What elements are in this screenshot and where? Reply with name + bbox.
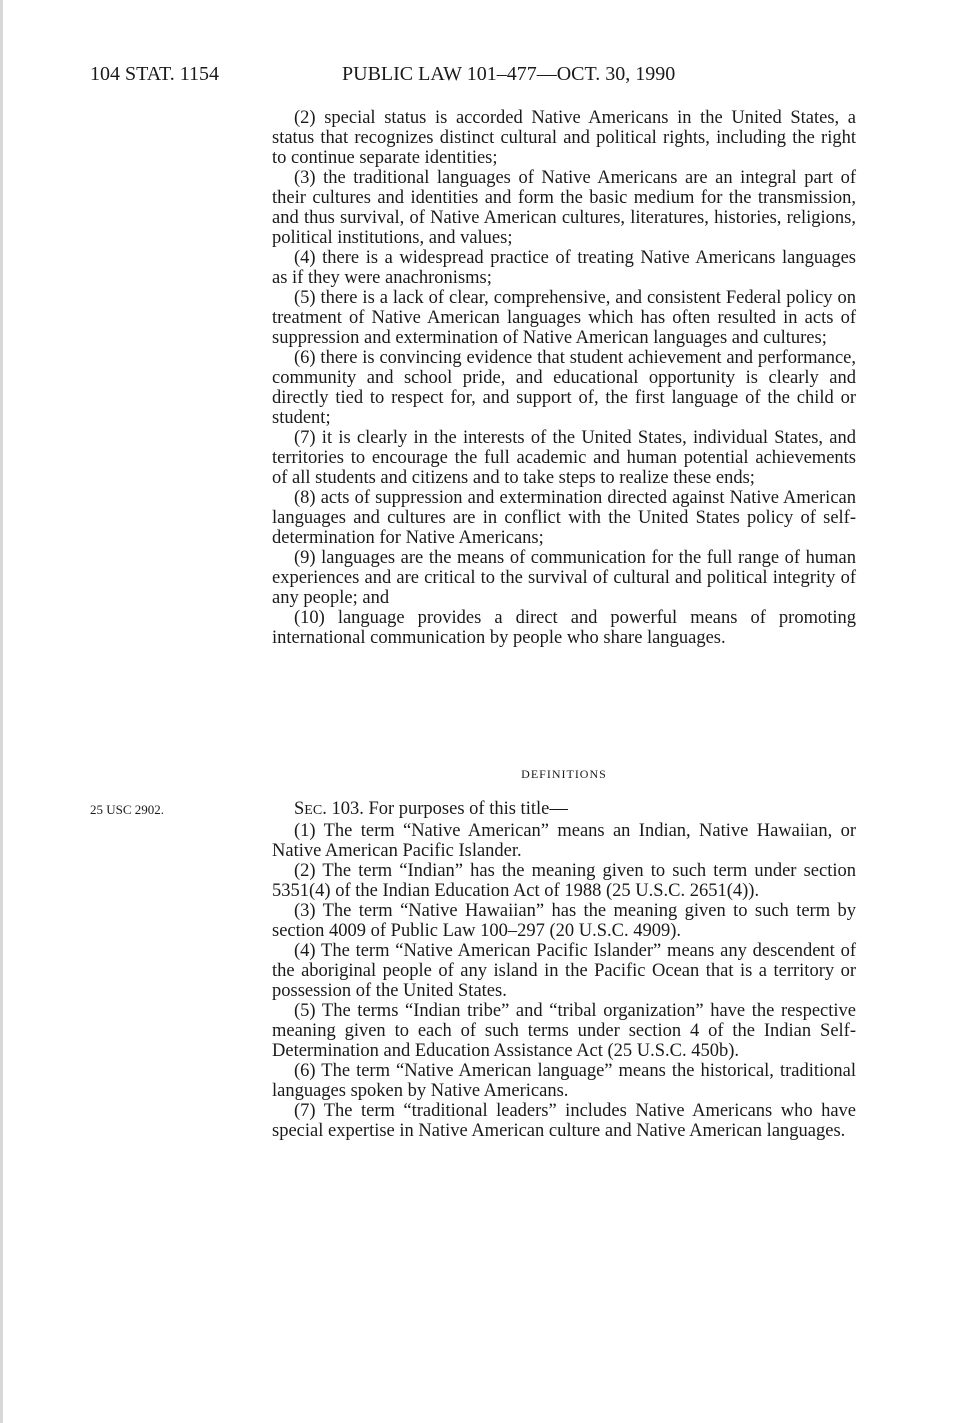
definition-paragraph: (4) The term “Native American Pacific Islander” means any descendent of the aboriginal people of any island in the Pacific Ocean that is a territory or possession of the United States. bbox=[272, 941, 856, 1001]
definitions-section bbox=[272, 799, 856, 1141]
stat-reference: 104 STAT. 1154 bbox=[90, 63, 219, 85]
page-edge-shadow bbox=[0, 0, 3, 1423]
finding-paragraph: (9) languages are the means of communication for the full range of human experiences and are critical to the survival of cultural and political integrity of any people; and bbox=[272, 548, 856, 608]
finding-paragraph: (5) there is a lack of clear, comprehensive, and consistent Federal policy on treatment of Native American languages which has often resulted in acts of suppression and extermination of Native American languages and cultures; bbox=[272, 288, 856, 348]
sec-label-small: EC bbox=[304, 803, 323, 818]
definition-paragraph: (1) The term “Native American” means an Indian, Native Hawaiian, or Native American Pacific Islander. bbox=[272, 821, 856, 861]
definition-paragraph: (6) The term “Native American language” means the historical, traditional languages spoken by Native Americans. bbox=[272, 1061, 856, 1101]
finding-paragraph: (4) there is a widespread practice of treating Native Americans languages as if they were anachronisms; bbox=[272, 248, 856, 288]
definition-paragraph: (7) The term “traditional leaders” includes Native Americans who have special expertise in Native American culture and Native American languages. bbox=[272, 1101, 856, 1141]
finding-paragraph: (6) there is convincing evidence that student achievement and performance, community and school pride, and educational opportunity is clearly and directly tied to respect for, and support of, the first language of the child or student; bbox=[272, 348, 856, 428]
finding-paragraph: (7) it is clearly in the interests of the United States, individual States, and territories to encourage the full academic and human potential achievements of all students and citizens and to take steps to realize these ends; bbox=[272, 428, 856, 488]
finding-paragraph: (3) the traditional languages of Native Americans are an integral part of their cultures and identities and form the basic medium for the transmission, and thus survival, of Native American cultures, literatures, histories, religions, political institutions, and values; bbox=[272, 168, 856, 248]
finding-paragraph: (10) language provides a direct and powerful means of promoting international communication by people who share languages. bbox=[272, 608, 856, 648]
definitions-heading: DEFINITIONS bbox=[521, 767, 607, 781]
sec-label-cap: S bbox=[294, 799, 305, 819]
definition-paragraph: (5) The terms “Indian tribe” and “tribal organization” have the respective meaning given to each of such terms under section 4 of the Indian Self-Determination and Education Assistance Act (25 U.S.C. 450b). bbox=[272, 1001, 856, 1061]
finding-paragraph: (8) acts of suppression and extermination directed against Native American languages and cultures are in conflict with the United States policy of self-determination for Native Americans; bbox=[272, 488, 856, 548]
section-intro bbox=[272, 799, 856, 821]
usc-margin-note: 25 USC 2902. bbox=[90, 802, 165, 817]
public-law-header: PUBLIC LAW 101–477—OCT. 30, 1990 bbox=[342, 63, 676, 85]
definition-paragraph: (2) The term “Indian” has the meaning given to such term under section 5351(4) of the Indian Education Act of 1988 (25 U.S.C. 2651(4)). bbox=[272, 861, 856, 901]
sec-intro-text: . 103. For purposes of this title— bbox=[322, 799, 568, 819]
findings-section bbox=[272, 108, 856, 648]
finding-paragraph: (2) special status is accorded Native Americans in the United States, a status that recognizes distinct cultural and political rights, including the right to continue separate identities; bbox=[272, 108, 856, 168]
definition-paragraph: (3) The term “Native Hawaiian” has the meaning given to such term by section 4009 of Public Law 100–297 (20 U.S.C. 4909). bbox=[272, 901, 856, 941]
